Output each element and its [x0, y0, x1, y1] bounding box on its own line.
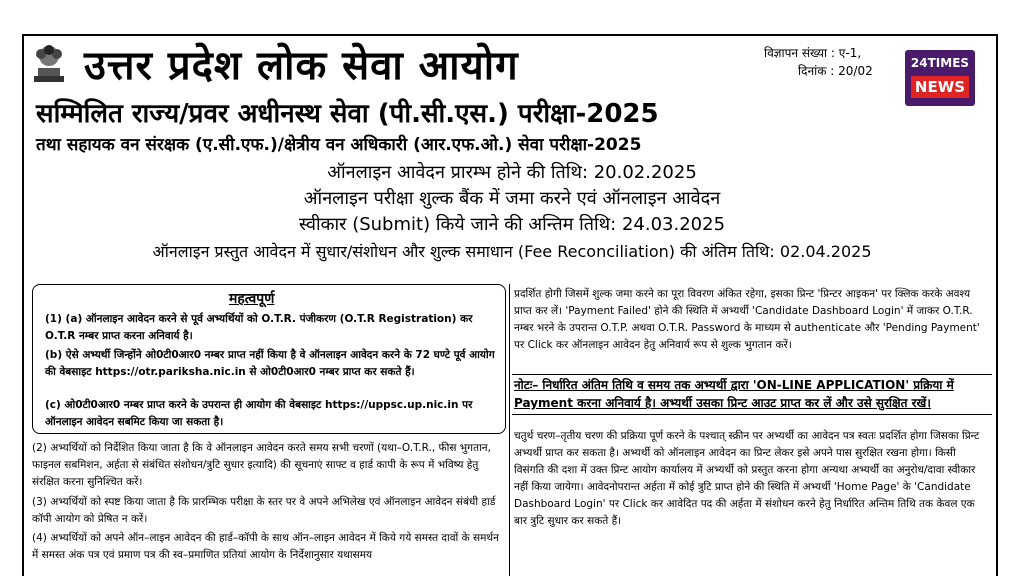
instruction-point-4: (4) अभ्यर्थियों को अपने ऑन–लाइन आवेदन की हार्ड–कॉपी के साथ ऑन–लाइन आवेदन में किये गये समस्त दावों के समर्थन में समस्त अंक पत्र एवं प्रमाण पत्र की स्व–प्रमाणित प्रतियां आयोग के निर्देशानुसार यथासमय [32, 532, 499, 561]
instruction-point-3: (3) अभ्यर्थियों को स्पष्ट किया जाता है कि प्रारम्भिक परीक्षा के स्तर पर वे अपने अभिलेख एवं ऑनलाइन आवेदन संबंधी हार्ड कॉपी आयोग को प्रेषित न करें। [32, 496, 496, 525]
important-point-b: (b) ऐसे अभ्यर्थी जिन्होंने ओ0टी0आर0 नम्बर प्राप्त नहीं किया है वे ऑनलाइन आवेदन करने के 72 घण्टे पूर्व आयोग की वेबसाइट https://otr.pariksha.nic.in से ओ0टी0आर0 नम्बर प्राप्त कर सकते हैं। [45, 349, 495, 378]
date-line-correction: ऑनलाइन प्रस्तुत आवेदन में सुधार/संशोधन और शुल्क समाधान (Fee Reconciliation) की अंतिम तिथि: 02.04.2025 [152, 242, 872, 261]
instruction-point-2: (2) अभ्यर्थियों को निर्देशित किया जाता है कि वे ऑनलाइन आवेदन करते समय सभी चरणों (यथा–O.T.R., फीस भुगतान, फाइनल सबमिशन, अर्हता से संबंधित संशोधन/त्रुटि सुधार इत्यादि) की सूचनाएं साफ्ट व हार्ड कापी के रूप में भविष्य हेतु संरक्षित करना सुनिश्चित करें। [32, 442, 491, 488]
note-divider-bottom [512, 414, 992, 415]
column-divider [509, 284, 510, 576]
state-emblem-icon [30, 40, 68, 86]
date-line-fee: ऑनलाइन परीक्षा शुल्क बैंक में जमा करने एवं ऑनलाइन आवेदन [303, 188, 721, 209]
payment-note-text: नोटः– निर्धारित अंतिम तिथि व समय तक अभ्यर्थी द्वारा 'ON-LINE APPLICATION' प्रक्रिया में Payment करना अनिवार्य है। अभ्यर्थी उसका प्रिन्ट आउट प्राप्त कर लें और उसे सुरक्षित रखें। [514, 378, 954, 410]
important-point-c: (c) ओ0टी0आर0 नम्बर प्राप्त करने के उपरान्त ही आयोग की वेबसाइट https://uppsc.up.nic.in पर ऑनलाइन आवेदन सबमिट किया जा सकता है। [45, 399, 473, 428]
payment-note [514, 376, 990, 412]
commission-title: उत्तर प्रदेश लोक सेवा आयोग [84, 43, 519, 89]
news-logo [905, 50, 975, 106]
advertisement-date: दिनांक : 20/02 [798, 64, 873, 78]
exam-subtitle: तथा सहायक वन संरक्षक (ए.सी.एफ.)/क्षेत्रीय वन अधिकारी (आर.एफ.ओ.) सेवा परीक्षा-2025 [36, 135, 642, 155]
important-box [32, 284, 506, 434]
advertisement-number: विज्ञापन संख्या : ए-1, [764, 46, 862, 60]
date-line-start: ऑनलाइन आवेदन प्रारम्भ होने की तिथि: 20.02.2025 [327, 162, 697, 183]
logo-text-top: 24TIMES [910, 56, 970, 70]
logo-text-badge: NEWS [911, 76, 969, 98]
exam-title: सम्मिलित राज्य/प्रवर अधीनस्थ सेवा (पी.सी.एस.) परीक्षा-2025 [36, 99, 659, 129]
important-point-a: (1) (a) ऑनलाइन आवेदन करने से पूर्व अभ्यर्थियों को O.T.R. पंजीकरण (O.T.R Registration) कर O.T.R नम्बर प्राप्त करना अनिवार्य है। [45, 313, 473, 342]
advertisement-info [764, 44, 873, 80]
important-heading: महत्वपूर्ण [229, 291, 275, 307]
notice-page [22, 34, 998, 576]
payment-instructions: प्रदर्शित होगी जिसमें शुल्क जमा करने का पूरा विवरण अंकित रहेगा, इसका प्रिन्ट 'प्रिन्टर आइकन' पर क्लिक करके अवश्य प्राप्त कर लें। 'Payment Failed' होने की स्थिति में अभ्यर्थी 'Candidate Dashboard Login' में जाकर O.T.R. नम्बर भरने के उपरान्त O.T.P. अथवा O.T.R. Password के माध्यम से authenticate और 'Pending Payment' पर Click कर ऑनलाइन आवेदन हेतु अनिवार्य रूप से शुल्क भुगतान करें। [514, 288, 980, 351]
fourth-step-text: चतुर्थ चरण–तृतीय चरण की प्रक्रिया पूर्ण करने के पश्चात् स्क्रीन पर अभ्यर्थी का आवेदन पत्र स्वतः प्रदर्शित होगा जिसका प्रिन्ट अभ्यर्थी प्राप्त कर सकता है। अभ्यर्थी को ऑनलाइन आवेदन का प्रिन्ट लेकर इसे अपने पास सुरक्षित रखना होगा। किसी विसंगति की दशा में उक्त प्रिन्ट आयोग कार्यालय में अभ्यर्थी को प्रस्तुत करना होगा अन्यथा अभ्यर्थी का अनुरोध/दावा स्वीकार नहीं किया जायेगा। आवेदनोपरान्त अर्हता में कोई त्रुटि प्राप्त होने की स्थिति में अभ्यर्थी 'Home Page' के 'Candidate Dashboard Login' पर Click कर आवेदित पद की अर्हता में संशोधन करने हेतु निर्धारित अन्तिम तिथि तक केवल एक बार त्रुटि सुधार कर सकते हैं। [514, 430, 980, 527]
date-line-submit: स्वीकार (Submit) किये जाने की अन्तिम तिथि: 24.03.2025 [298, 214, 726, 235]
note-divider-top [512, 374, 992, 375]
